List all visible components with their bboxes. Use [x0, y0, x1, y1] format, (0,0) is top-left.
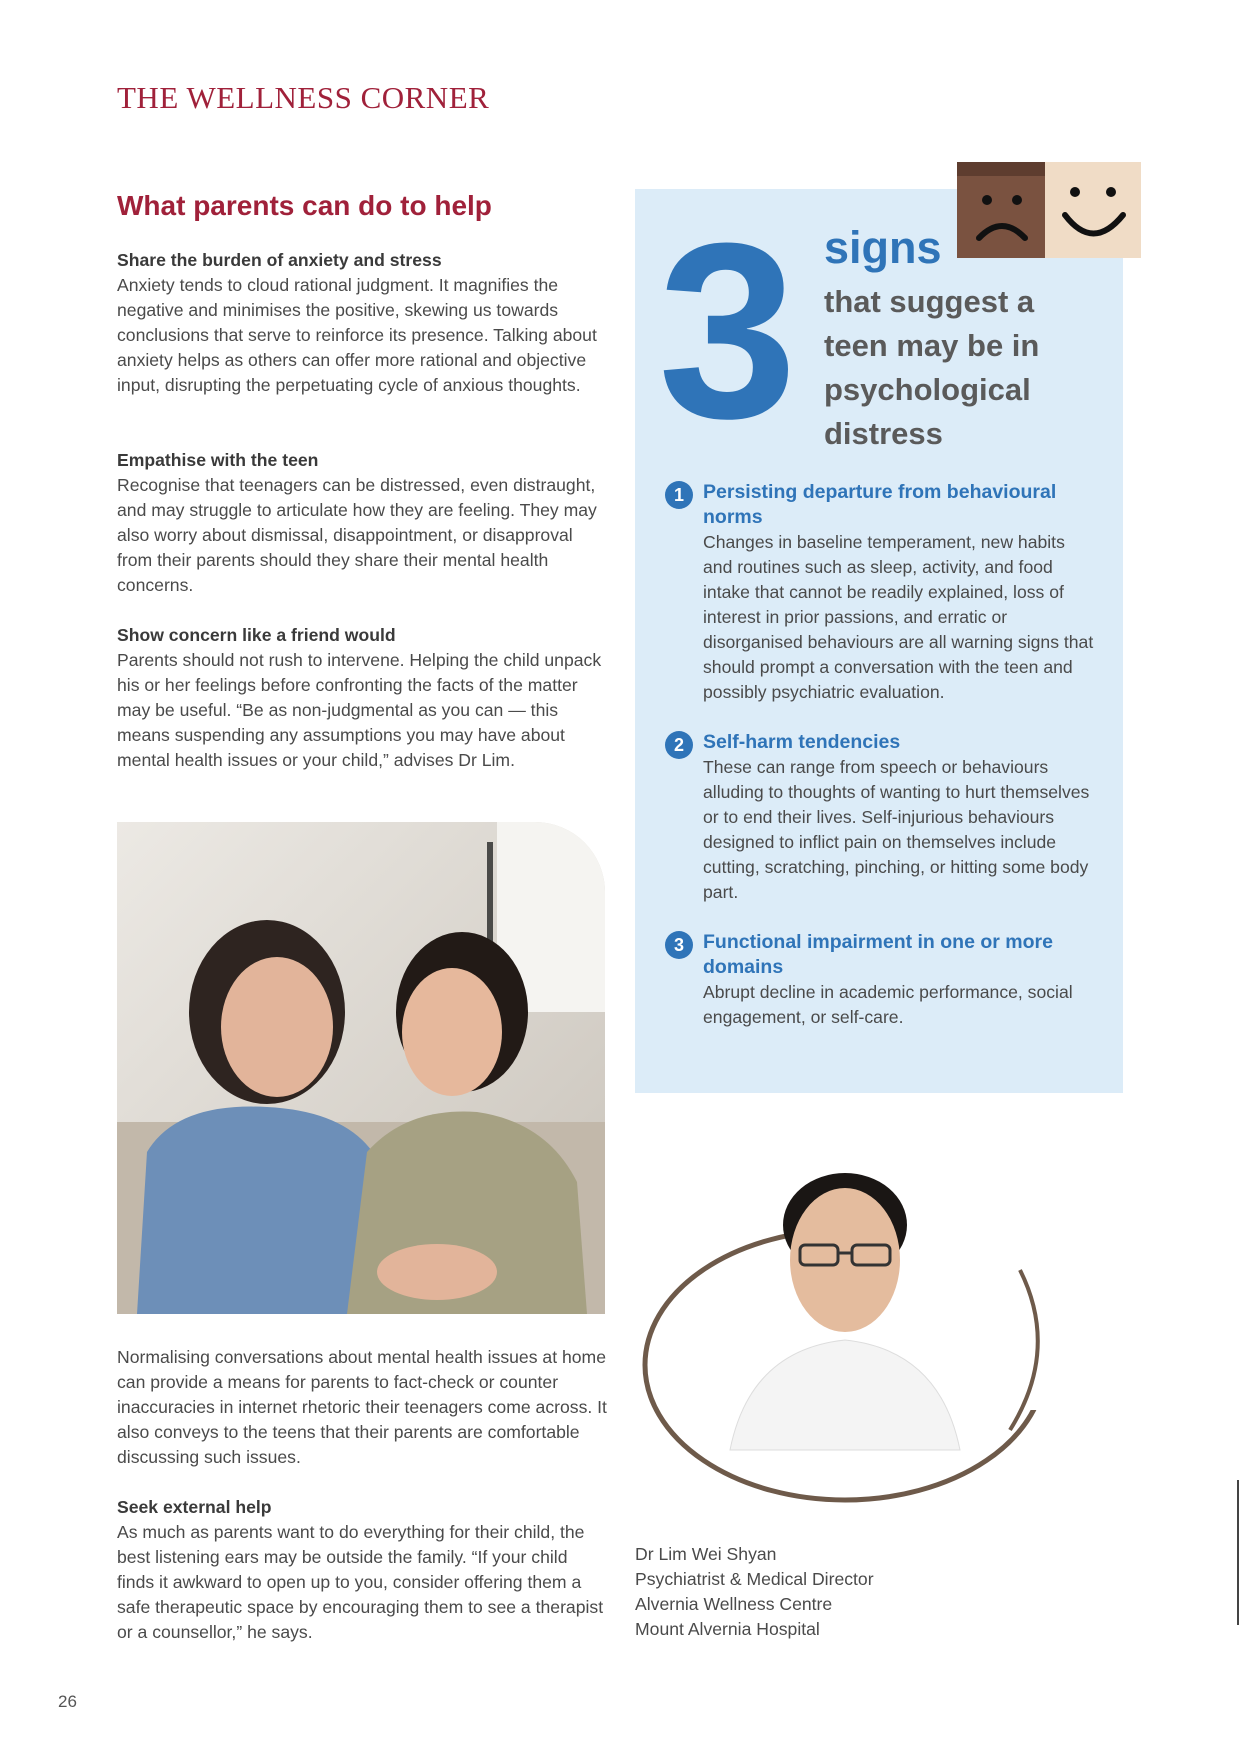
section-share-burden: [117, 248, 607, 398]
section-title: What parents can do to help: [117, 190, 492, 221]
section-body: Anxiety tends to cloud rational judgment. It magnifies the negative and minimises the positive, skewing us towards conclusions that serve to reinforce its presence. Talking about anxiety helps as others can offer more rational and objective input, disrupting the perpetuating cycle of anxious thoughts.: [117, 275, 597, 395]
doctor-hospital: Mount Alvernia Hospital: [635, 1619, 820, 1639]
section-heading: Empathise with the teen: [117, 450, 319, 470]
section-show-concern: [117, 623, 607, 773]
section-empathise: [117, 448, 607, 598]
doctor-name: Dr Lim Wei Shyan: [635, 1544, 777, 1564]
sign-number-badge: 2: [665, 731, 693, 759]
page-edge-divider: [1237, 1480, 1239, 1625]
big-number-three: 3: [658, 191, 788, 470]
sign-title: Functional impairment in one or more domains: [703, 931, 1053, 978]
masthead: THE WELLNESS CORNER: [117, 80, 490, 115]
page-number: 26: [58, 1692, 77, 1711]
sign-title: Persisting departure from behavioural norms: [703, 481, 1057, 528]
signs-heading: signs: [824, 222, 942, 273]
mood-cubes-icon: [955, 160, 1145, 260]
mother-daughter-photo: [117, 822, 605, 1314]
sign-body: Changes in baseline temperament, new habits and routines such as sleep, activity, and food intake that cannot be readily explained, loss of interest in prior passions, and erratic or disorganised behaviours are all warning signs that should prompt a conversation with the teen and possibly psychiatric evaluation.: [703, 532, 1094, 702]
section-body: Parents should not rush to intervene. Helping the child unpack his or her feelings before confronting the facts of the matter may be useful. “Be as non-judgmental as you can — this means suspending any assumptions you may have about mental health issues or your child,” advises Dr Lim.: [117, 650, 602, 770]
section-heading: Show concern like a friend would: [117, 625, 396, 645]
section-body: As much as parents want to do everything for their child, the best listening ears may be outside the family. “If your child finds it awkward to open up to you, consider offering them a safe therapeutic space by encouraging them to see a therapist or a counsellor,” he says.: [117, 1522, 604, 1642]
sign-body: These can range from speech or behaviours alluding to thoughts of wanting to hurt themselves or to end their lives. Self-injurious behaviours designed to inflict pain on themselves include cutting, scratching, pinching, or hitting some body part.: [703, 757, 1090, 902]
section-seek-help: [117, 1495, 607, 1645]
sign-item: [665, 730, 1095, 905]
doctor-caption: [635, 1542, 874, 1642]
section-heading: Share the burden of anxiety and stress: [117, 250, 442, 270]
section-body: Recognise that teenagers can be distressed, even distraught, and may struggle to articulate how they are feeling. They may also worry about dismissal, disappointment, or disapproval from their parents should they share their mental health concerns.: [117, 475, 597, 595]
sign-number-badge: 3: [665, 931, 693, 959]
section-heading: Seek external help: [117, 1497, 272, 1517]
doctor-portrait: [630, 1150, 1070, 1510]
sign-item: [665, 930, 1095, 1030]
sign-title: Self-harm tendencies: [703, 731, 901, 753]
signs-subtitle: that suggest a teen may be in psychological distress: [824, 284, 1040, 451]
doctor-centre: Alvernia Wellness Centre: [635, 1594, 833, 1614]
sign-body: Abrupt decline in academic performance, social engagement, or self-care.: [703, 982, 1073, 1027]
doctor-role: Psychiatrist & Medical Director: [635, 1569, 874, 1589]
sign-item: [665, 480, 1095, 705]
normalising-body: Normalising conversations about mental health issues at home can provide a means for parents to fact-check or counter inaccuracies in internet rhetoric their teenagers come across. It also conveys to the teens that their parents are comfortable discussing such issues.: [117, 1347, 607, 1467]
sign-number-badge: 1: [665, 481, 693, 509]
normalising-paragraph: [117, 1345, 607, 1470]
